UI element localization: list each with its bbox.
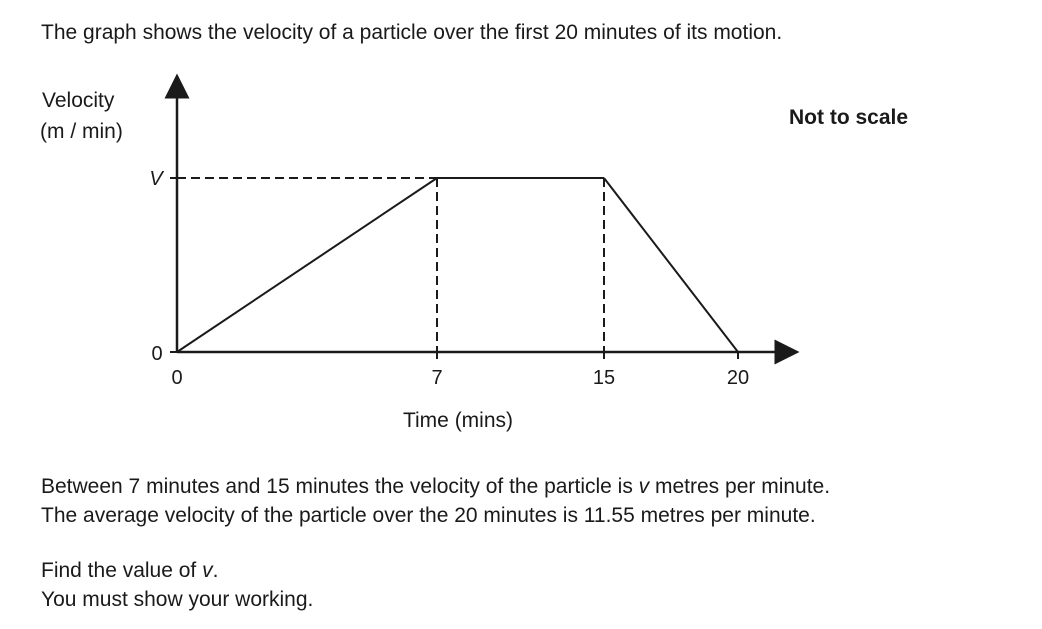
variable-v: v: [202, 559, 213, 582]
y-tick-label-0: 0: [151, 343, 163, 365]
question-line-1: [41, 474, 830, 500]
not-to-scale-note: Not to scale: [789, 106, 909, 129]
question-line-3-end: .: [212, 559, 219, 582]
variable-v: v: [638, 475, 650, 498]
question-line-2: The average velocity of the particle over the 20 minutes is 11.55 metres per minute.: [41, 504, 816, 527]
x-tick-label-7: 7: [431, 367, 443, 389]
x-tick-label-15: 15: [592, 367, 616, 389]
question-line-1-start: Between 7 minutes and 15 minutes the velocity of the particle is: [41, 475, 639, 498]
question-line-3-start: Find the value of: [41, 559, 203, 582]
velocity-segment: [604, 178, 738, 352]
x-tick-label-20: 20: [726, 367, 750, 389]
question-line-3: [41, 558, 218, 584]
y-axis-title-line2: (m / min): [40, 120, 123, 143]
velocity-series: [177, 178, 738, 352]
velocity-segment: [177, 178, 437, 352]
intro-text: The graph shows the velocity of a particle over the first 20 minutes of its motion.: [41, 21, 783, 44]
y-tick-label-v: V: [149, 168, 163, 190]
question-line-1-end: metres per minute.: [649, 475, 831, 498]
question-line-4: You must show your working.: [41, 588, 314, 611]
x-tick-label-0: 0: [171, 367, 183, 389]
y-axis-title-line1: Velocity: [42, 89, 115, 112]
x-axis-title: Time (mins): [402, 409, 514, 432]
